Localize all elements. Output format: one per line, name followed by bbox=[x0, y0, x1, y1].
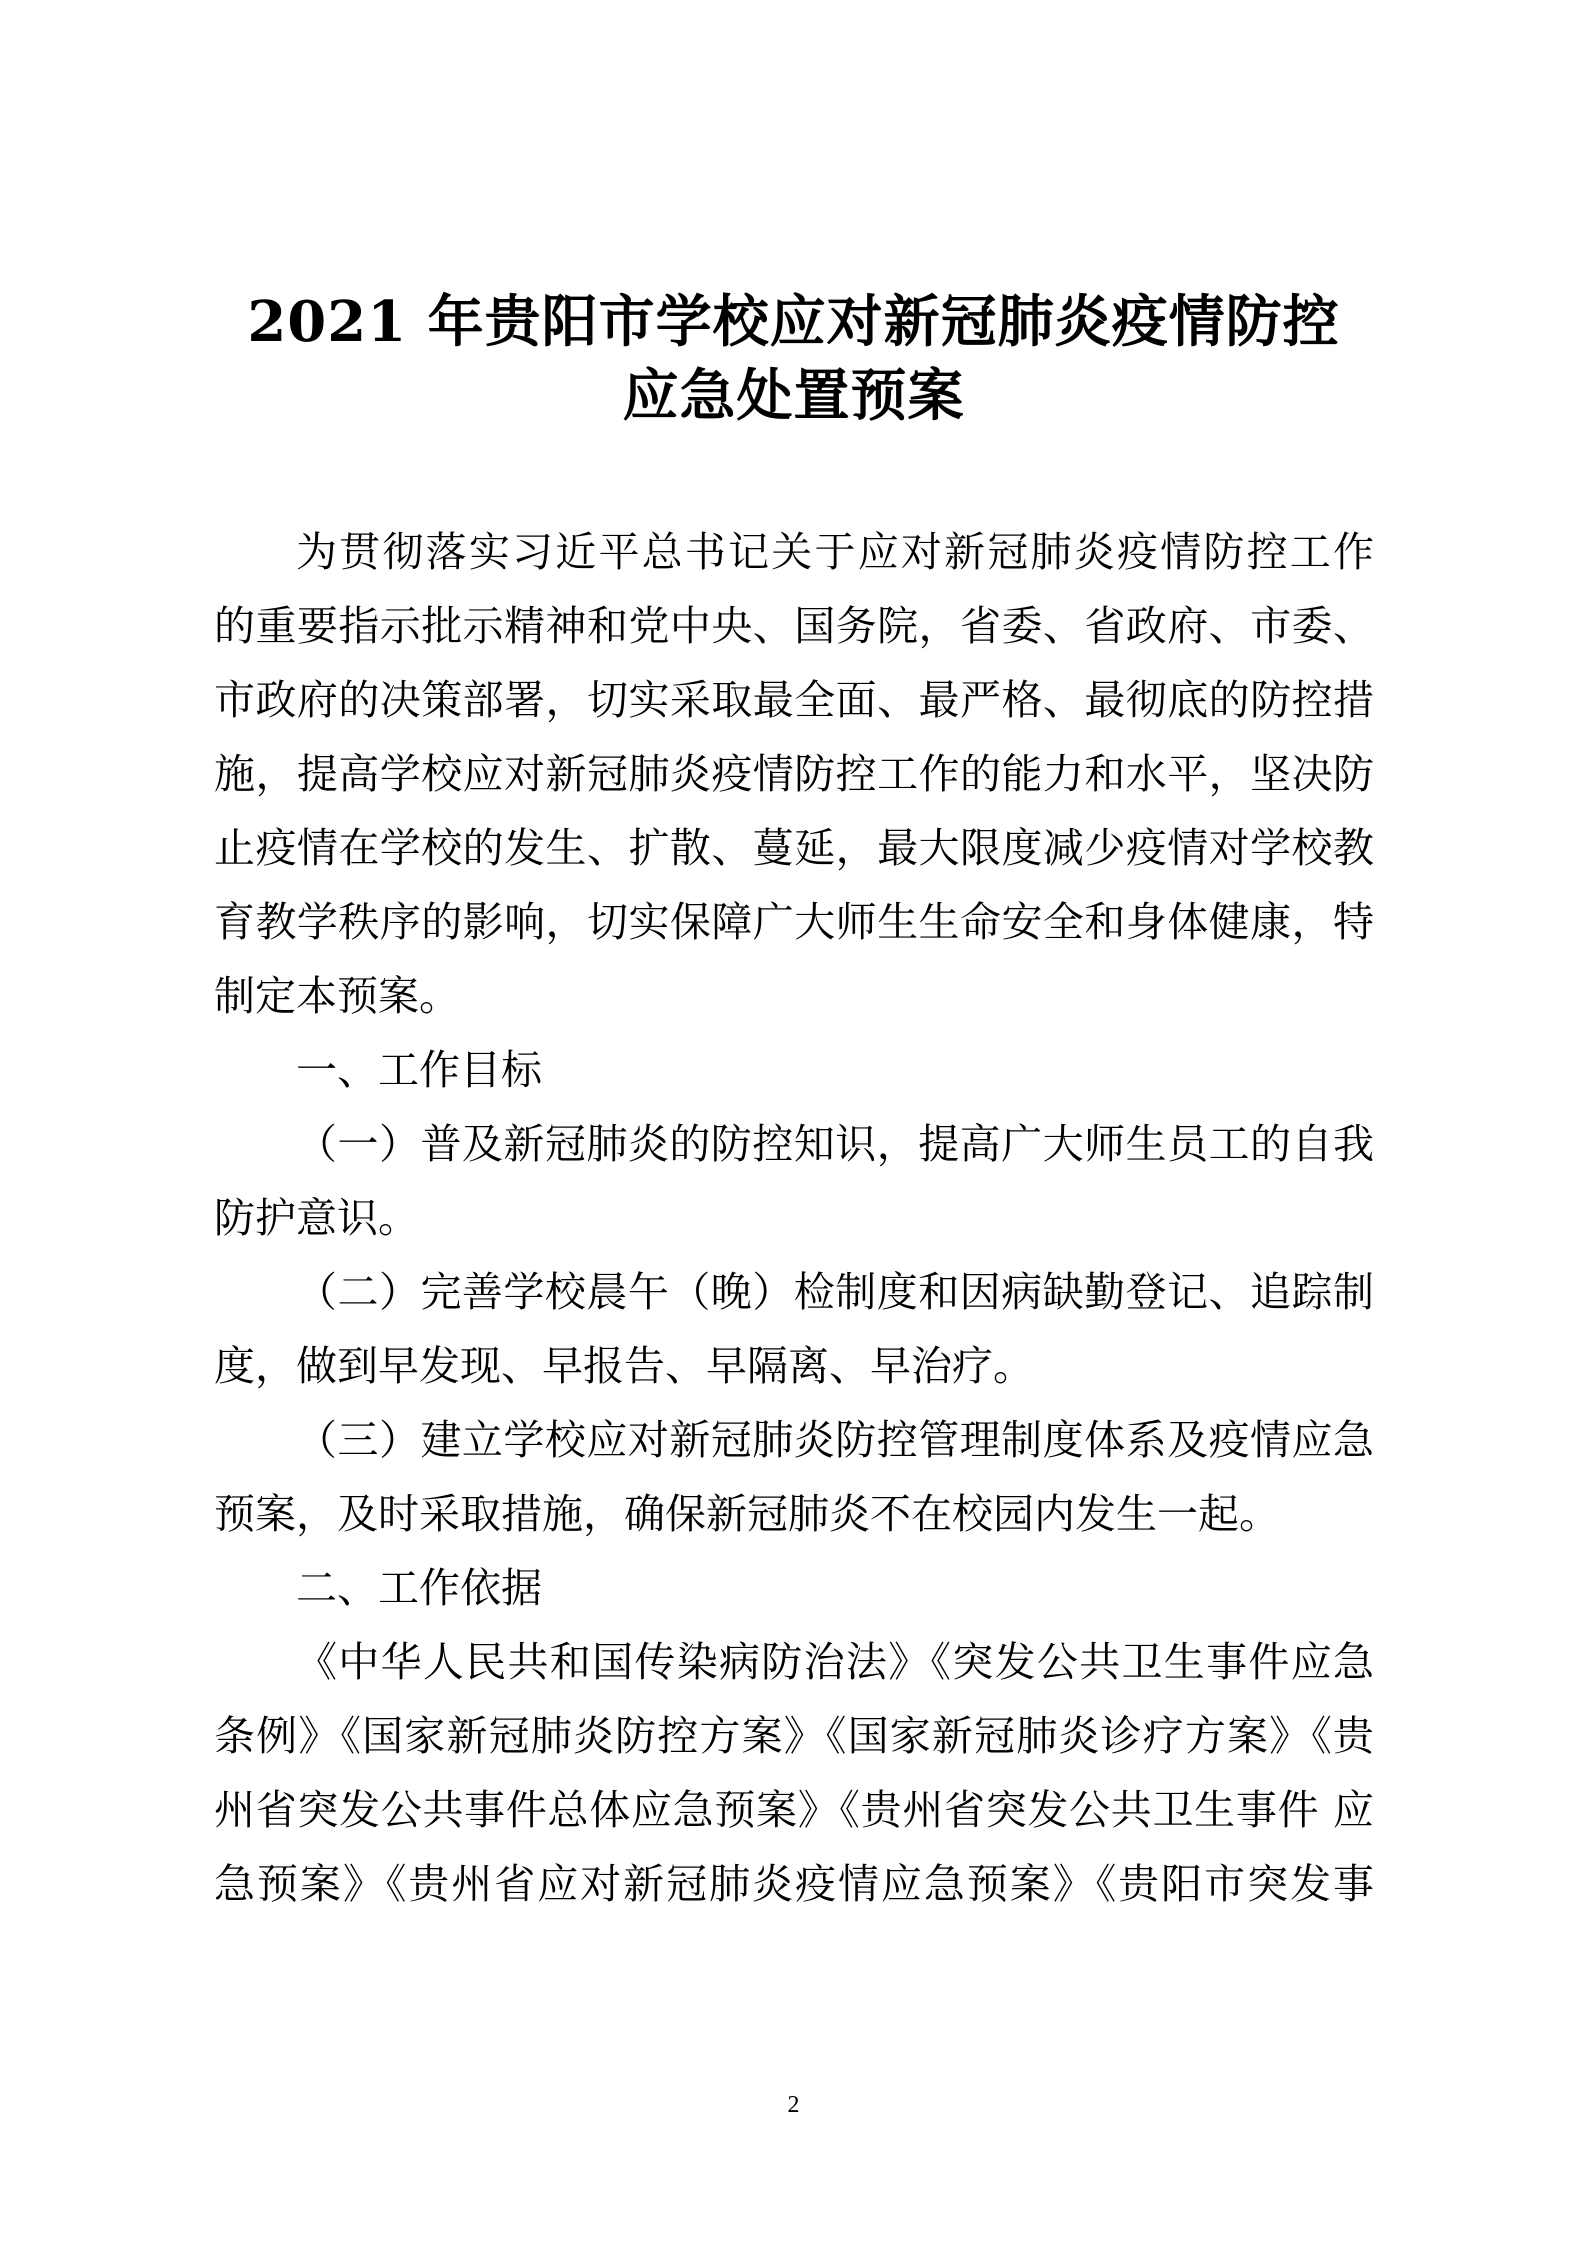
paragraph-line: 制定本预案。 bbox=[214, 972, 460, 1020]
paragraph-line: 条例》《国家新冠肺炎防控方案》《国家新冠肺炎诊疗方案》《贵 bbox=[214, 1712, 1374, 1760]
paragraph-line: 急预案》《贵州省应对新冠肺炎疫情应急预案》《贵阳市突发事 bbox=[214, 1860, 1374, 1908]
paragraph-line: 防护意识。 bbox=[214, 1194, 419, 1242]
paragraph-line: （二）完善学校晨午（晚）检制度和因病缺勤登记、追踪制 bbox=[296, 1268, 1374, 1316]
paragraph-line: （三）建立学校应对新冠肺炎防控管理制度体系及疫情应急 bbox=[296, 1416, 1374, 1464]
paragraph-line: 预案，及时采取措施，确保新冠肺炎不在校园内发生一起。 bbox=[214, 1490, 1280, 1538]
paragraph-line: 为贯彻落实习近平总书记关于应对新冠肺炎疫情防控工作 bbox=[296, 528, 1374, 576]
paragraph-line: （一）普及新冠肺炎的防控知识，提高广大师生员工的自我 bbox=[296, 1120, 1374, 1168]
document-title-line-2: 应急处置预案 bbox=[622, 363, 965, 429]
paragraph-line: 育教学秩序的影响，切实保障广大师生生命安全和身体健康，特 bbox=[214, 898, 1374, 946]
paragraph-line: 州省突发公共事件总体应急预案》《贵州省突发公共卫生事件 应 bbox=[214, 1786, 1374, 1834]
section-heading-goals: 一、工作目标 bbox=[296, 1046, 542, 1094]
paragraph-line: 度，做到早发现、早报告、早隔离、早治疗。 bbox=[214, 1342, 1034, 1390]
section-heading-basis: 二、工作依据 bbox=[296, 1564, 542, 1612]
paragraph-line: 止疫情在学校的发生、扩散、蔓延，最大限度减少疫情对学校教 bbox=[214, 824, 1374, 872]
document-title-line-1: 2021 年贵阳市学校应对新冠肺炎疫情防控 bbox=[247, 289, 1340, 355]
paragraph-line: 《中华人民共和国传染病防治法》《突发公共卫生事件应急 bbox=[296, 1638, 1374, 1686]
paragraph-line: 的重要指示批示精神和党中央、国务院，省委、省政府、市委、 bbox=[214, 602, 1374, 650]
page-number: 2 bbox=[787, 2092, 800, 2118]
paragraph-line: 市政府的决策部署，切实采取最全面、最严格、最彻底的防控措 bbox=[214, 676, 1374, 724]
paragraph-line: 施，提高学校应对新冠肺炎疫情防控工作的能力和水平，坚决防 bbox=[214, 750, 1374, 798]
